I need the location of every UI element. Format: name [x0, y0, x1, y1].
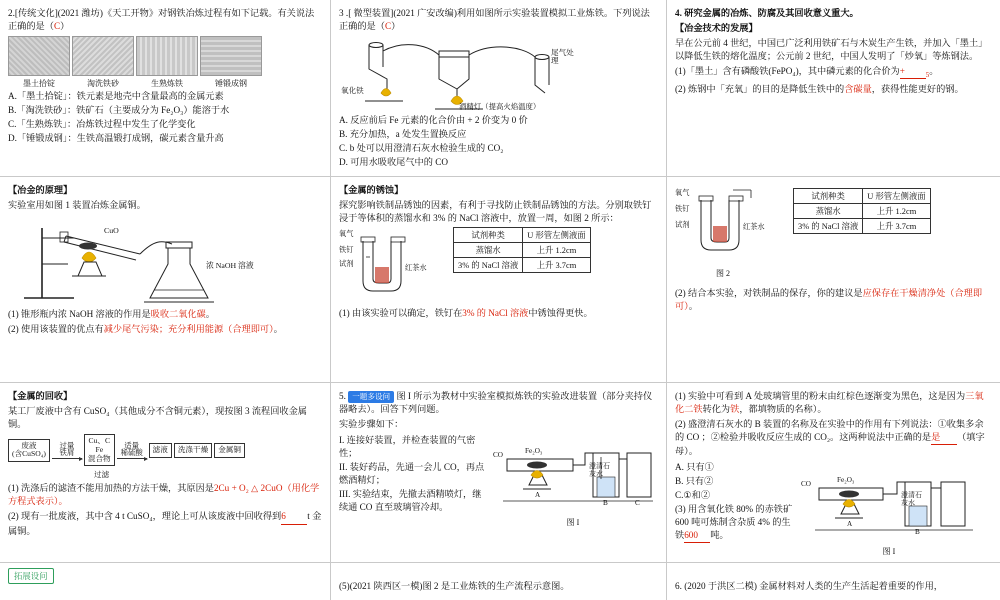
flow-out-3: 金属铜: [214, 443, 245, 458]
corrosion-label-c: 试剂: [339, 260, 354, 269]
q5-title: 图 I 所示为教材中实验室模拟炼铁的实验改进装置（部分夹持仪器略去）。回答下列问题。: [339, 391, 653, 415]
q4-title: 4. 研究金属的冶炼、防腐及其回收意义重大。: [675, 8, 859, 18]
corr-right-label-a: 氧气: [675, 189, 690, 197]
q3-option-b: B. 充分加热，a 处发生置换反应: [339, 129, 467, 139]
q2-answer: C: [53, 21, 61, 32]
q2-photo-captions: [8, 78, 322, 89]
q3-option-a: A. 反应前后 Fe 元素的化合价由 + 2 价变为 0 价: [339, 115, 528, 126]
q5b-label-fe: Fe₂O₃: [837, 476, 855, 485]
q5b-figcap: 图 I: [882, 547, 896, 557]
q5-label-co: CO: [493, 451, 503, 460]
q5b-option-a: A. 只有①: [675, 462, 714, 473]
principle-figure: [8, 214, 322, 306]
principle-answer-1: 吸收二氧化碳: [150, 309, 206, 320]
q5b-option-c: C.①和②: [675, 490, 711, 501]
cell-reagent-1: 蒸馏水: [794, 204, 863, 219]
recycle-item-1: (1) 洗涤后的滤渣不能用加热的方法干燥，其原因是2Cu + O₂ △ 2CuO（用化学方程式表示）。: [8, 483, 320, 507]
q5b-highlight-1b: 铁: [730, 404, 740, 415]
corrosion-title: 【金属的锈蚀】: [339, 185, 404, 195]
q5-label-a: A: [535, 491, 541, 500]
q5b-label-co: CO: [801, 480, 811, 489]
q5-figcap: 图 I: [566, 518, 580, 528]
q2-title: 2.[传统文化](2021 潍坊)《天工开物》对钢铁冶炼过程有如下记载。有关说法正确的是（C）: [8, 8, 315, 32]
corrosion-label-b: 铁钉: [339, 246, 354, 255]
cell-reagent-2: 3% 的 NaCl 溶液: [454, 258, 523, 273]
corrosion-highlight-1: 3% 的 NaCl 溶液: [462, 308, 529, 319]
principle-title: 【冶金的原理】: [8, 185, 73, 195]
q3-label-right: 尾气处理: [551, 48, 574, 66]
cell-level-1: 上升 1.2cm: [863, 204, 930, 219]
question-4: [667, 0, 1000, 176]
cell-reagent-2: 3% 的 NaCl 溶液: [794, 219, 863, 234]
corrosion-body: 探究影响铁制品锈蚀的因素，有利于寻找防止铁制品锈蚀的方法。分别取铁钉浸于等体积的蒸馏水和 3% 的 NaCl 溶液中，放置一周，如图 2 所示：: [339, 200, 652, 224]
corrosion-label-d: 红茶水: [405, 264, 427, 273]
q5b-answer-3: 600: [684, 529, 710, 543]
q5-label-fe: Fe₂O₃: [525, 447, 543, 456]
q5b-item-2: (2) 盛澄清石灰水的 B 装置的名称及在实验中的作用有下列说法：①收集多余的 CO ；②检验并吸收反应生成的 CO₂。这两种说法中正确的是是 （填字母）。: [675, 419, 985, 457]
table-row: [454, 243, 591, 258]
footer-right-text: 6. (2020 于洪区二模) 金属材料对人类的生产生活起着重要的作用，: [675, 581, 943, 591]
q5b-highlight-1: 三氧化二铁: [675, 391, 984, 415]
corr-right-label-d: 红茶水: [743, 223, 765, 231]
flow-filter-label: 过滤: [94, 470, 110, 480]
q4-item-2: (2) 炼钢中「充氧」的目的是降低生铁中的含碳量，获得性能更好的钢。: [675, 84, 964, 95]
corrosion-item-1: (1) 由该实验可以确定，铁钉在3% 的 NaCl 溶液中锈蚀得更快。: [339, 308, 593, 319]
q2-photo-strip: [8, 36, 322, 76]
flow-out-2: 洗涤干燥: [174, 443, 212, 458]
cell-level-2: 上升 3.7cm: [523, 258, 590, 273]
q5-badge: 一题多设问: [348, 391, 394, 404]
q3-title: 3 .[ 微型装置](2021 广安改编)利用如图所示实验装置模拟工业炼铁。下列说法正确的是（C）: [339, 8, 650, 32]
principle-tube-label: CuO: [104, 226, 119, 236]
corr-right-th-1: 试剂种类: [794, 189, 863, 204]
section-recycle: [0, 383, 330, 562]
q5b-label-water: 澄清石灰水: [901, 491, 922, 507]
section-corrosion: [331, 177, 666, 382]
q5-step-2: II. 装好药品，先通一会儿 CO，再点燃酒精灯；: [339, 462, 485, 486]
q3-option-c: C. b 处可以用澄清石灰水检验生成的 CO₂: [339, 142, 504, 153]
principle-item-2: (2) 使用该装置的优点有减少尾气污染；充分利用能源（合理即可）。: [8, 324, 283, 335]
q4-highlight: 含碳量: [844, 84, 872, 95]
q2-option-b: B.「淘洗铁砂」：铁矿石（主要成分为 Fe₂O₃）能溶于水: [8, 105, 230, 115]
footer-left: [0, 563, 330, 600]
principle-line: 实验室用如图 1 装置冶炼金属铜。: [8, 200, 146, 211]
q5-header: [339, 390, 658, 416]
recycle-answer-2: 6: [281, 510, 307, 524]
q2-option-d: D.「锤锻成钢」：生铁高温锻打成钢，碳元素含量升高: [8, 132, 224, 143]
q5-step-1: I. 连接好装置，并检查装置的气密性；: [339, 435, 476, 459]
q5-sub: 实验步骤如下：: [339, 419, 404, 430]
table-row: [794, 219, 931, 234]
photo-2: [72, 36, 134, 76]
q5b-label-b: B: [915, 528, 920, 537]
footer-middle-text: (5)(2021 陕西区一模)图 2 是工业炼铁的生产流程示意图。: [339, 581, 570, 591]
q5-label-b: B: [603, 499, 608, 508]
q4-section: 【冶金技术的发展】: [675, 23, 758, 34]
corr-right-label-c: 试剂: [675, 221, 690, 229]
photo-caption-4: 锤锻成钢: [215, 79, 247, 89]
q4-blank-1: +: [900, 65, 926, 79]
flow-step-1: 过量 铁屑: [52, 442, 82, 460]
photo-1: [8, 36, 70, 76]
principle-flask-label: 浓 NaOH 溶液: [206, 261, 254, 271]
flow-mid: Cu、C Fe 混合物: [84, 434, 115, 466]
question-5-answers: [667, 383, 1000, 562]
question-3: [331, 0, 666, 176]
recycle-answer-1: 2Cu + O₂ △ 2CuO（用化学方程式表示）。: [8, 483, 320, 507]
cell-reagent-1: 蒸馏水: [454, 243, 523, 258]
q5-label-water: 澄清石灰水: [589, 462, 610, 478]
photo-caption-3: 生熟炼铁: [151, 79, 183, 89]
q5-step-3: III. 实验结束，先撤去酒精喷灯，继续通 CO 直至玻璃管冷却。: [339, 488, 482, 512]
corrosion-th-1: 试剂种类: [454, 228, 523, 243]
q5b-item-3: (3) 用含氧化铁 80% 的赤铁矿 600 吨可炼制含杂质 4% 的生铁600 吨。: [675, 503, 795, 543]
q3-option-d: D. 可用水吸收尾气中的 CO: [339, 156, 448, 167]
corrosion-right-table: [793, 188, 931, 234]
corr-right-figcap: 图 2: [716, 269, 730, 278]
corr-right-th-2: U 形管左侧液面: [863, 189, 930, 204]
flow-start: 废液 (含CuSO₄): [8, 439, 50, 462]
expand-tag: 拓展设问: [8, 568, 54, 584]
q5b-label-a: A: [847, 520, 853, 529]
corrosion-label-a: 氧气: [339, 230, 354, 239]
footer-right: [667, 563, 1000, 600]
question-5: [331, 383, 666, 562]
flow-step-2: 适量 稀硫酸: [117, 442, 147, 460]
photo-caption-2: 淘洗铁砂: [87, 79, 119, 89]
corrosion-highlight-2: 应保存在干燥清净处（合理即可）: [675, 288, 983, 312]
corrosion-item-2: (2) 结合本实验，对铁制品的保存，你的建议是应保存在干燥清净处（合理即可）。: [675, 288, 983, 312]
footer-middle: [331, 563, 666, 600]
q2-option-a: A.「墨土拾锭」：铁元素是地壳中含量最高的金属元素: [8, 91, 224, 102]
flow-out-1: 滤液: [149, 443, 172, 458]
photo-caption-1: 墨土拾锭: [23, 79, 55, 89]
cell-level-2: 上升 3.7cm: [863, 219, 930, 234]
principle-answer-2: 减少尾气污染；充分利用能源（合理即可）: [103, 324, 274, 335]
cell-level-1: 上升 1.2cm: [523, 243, 590, 258]
q5-number: 5.: [339, 391, 346, 401]
recycle-body: 某工厂废液中含有 CuSO₄（其他成分不含铜元素），现按图 3 流程回收金属铜。: [8, 406, 307, 430]
q3-label-left: 氧化铁: [341, 86, 364, 96]
recycle-title: 【金属的回收】: [8, 391, 73, 401]
question-2: [0, 0, 330, 176]
table-row: [454, 258, 591, 273]
q5b-option-b: B. 只有②: [675, 476, 714, 487]
q5-figure: [493, 433, 658, 528]
q3-answer: C: [384, 21, 392, 32]
corrosion-th-2: U 形管左侧液面: [523, 228, 590, 243]
q2-option-c: C.「生熟炼铁」：冶炼铁过程中发生了化学变化: [8, 118, 196, 129]
principle-item-1: (1) 锥形瓶内浓 NaOH 溶液的作用是吸收二氧化碳。: [8, 309, 215, 320]
section-metallurgy-principle: [0, 177, 330, 382]
corrosion-right-figure: [675, 182, 785, 279]
q4-body: 早在公元前 4 世纪，中国已广泛利用铁矿石与木炭生产生铁，并加入「墨土」以降低生铁的熔化温度；公元前 2 世纪，中国人发明了「炒氧」等炼钢法。: [675, 38, 988, 62]
q5b-blank-2: 是: [931, 431, 957, 445]
q5-label-c: C: [635, 499, 640, 508]
recycle-item-2: (2) 现有一批废液，其中含 4 t CuSO₄，理论上可从该废液中回收得到6 t 金属铜。: [8, 511, 322, 536]
q5b-item-1: (1) 实验中可看到 A 处玻璃管里的粉末由红棕色逐渐变为黑色，这是因为三氧化二铁转化为铁，都填物质的名称）。: [675, 391, 984, 415]
recycle-flow-diagram: [8, 434, 322, 466]
corrosion-data-table: [453, 227, 591, 273]
q3-label-bottom: 酒精灯（提高火焰温度）: [459, 102, 541, 112]
table-row: [794, 204, 931, 219]
photo-3: [136, 36, 198, 76]
corrosion-figure: [339, 227, 447, 301]
q3-apparatus-figure: [339, 35, 658, 113]
corr-right-label-b: 铁钉: [675, 205, 690, 213]
q5b-figure: [801, 460, 981, 557]
section-corrosion-right: [667, 177, 1000, 382]
q4-item-1: (1)「墨土」含有磷酸铁(FePO₄)，其中磷元素的化合价为+ $_5$。: [675, 66, 939, 80]
photo-4: [200, 36, 262, 76]
